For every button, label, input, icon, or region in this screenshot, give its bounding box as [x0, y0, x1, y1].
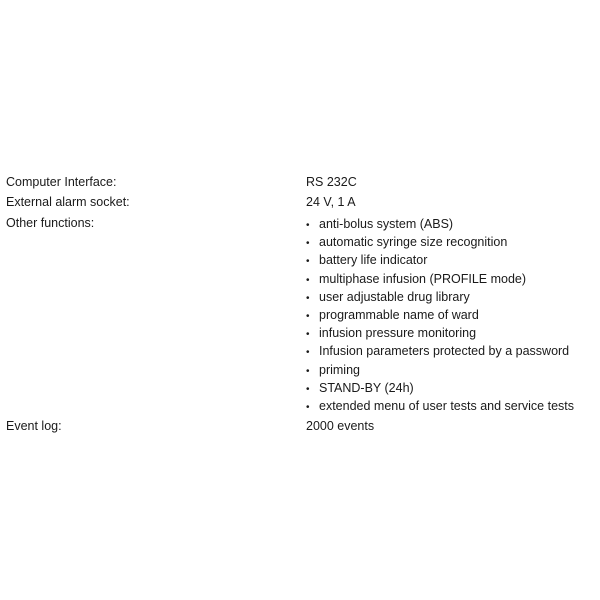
- bullet-icon: •: [306, 329, 310, 341]
- bullet-icon: •: [306, 311, 310, 323]
- list-item: [306, 398, 600, 416]
- list-item-text: STAND-BY (24h): [319, 380, 414, 395]
- list-item-text: multiphase infusion (PROFILE mode): [319, 271, 527, 286]
- list-item-text: anti-bolus system (ABS): [319, 217, 454, 231]
- list-item: [306, 343, 600, 361]
- bullet-icon: •: [306, 274, 310, 286]
- list-item: [306, 307, 600, 325]
- bullet-icon: •: [306, 402, 310, 414]
- feature-list: [306, 214, 600, 416]
- list-item: [306, 216, 600, 234]
- list-item-text: battery life indicator: [319, 253, 428, 268]
- list-item: [306, 234, 600, 252]
- list-item: [306, 325, 600, 343]
- spec-label: Computer Interface:: [6, 175, 117, 189]
- spec-value: 24 V, 1 A: [306, 195, 356, 209]
- list-item-text: user adjustable drug library: [319, 289, 470, 304]
- list-item: [306, 380, 600, 398]
- spec-row-event-log: [6, 416, 600, 436]
- bullet-icon: •: [306, 256, 310, 268]
- list-item-text: priming: [319, 362, 360, 377]
- spec-label: External alarm socket:: [6, 195, 130, 209]
- list-item-text: extended menu of user tests and service tests: [319, 399, 574, 414]
- list-item: [306, 362, 600, 380]
- spec-row-computer-interface: [6, 172, 600, 192]
- list-item-text: Infusion parameters protected by a password: [319, 344, 570, 359]
- spec-value: 2000 events: [306, 419, 375, 434]
- spec-row-other-functions: [6, 214, 600, 416]
- spec-value: RS 232C: [306, 175, 357, 189]
- bullet-icon: •: [306, 220, 310, 231]
- spec-row-external-alarm: [6, 192, 600, 212]
- bullet-icon: •: [306, 383, 310, 395]
- bullet-icon: •: [306, 238, 310, 250]
- list-item: [306, 289, 600, 307]
- bullet-icon: •: [306, 365, 310, 377]
- list-item-text: automatic syringe size recognition: [319, 235, 508, 250]
- spec-value: [306, 214, 600, 416]
- list-item-text: programmable name of ward: [319, 308, 479, 323]
- list-item-text: infusion pressure monitoring: [319, 326, 477, 341]
- bullet-icon: •: [306, 292, 310, 304]
- bullet-icon: •: [306, 347, 310, 359]
- spec-table: [6, 172, 600, 436]
- list-item: [306, 271, 600, 289]
- spec-label: Other functions:: [6, 216, 95, 230]
- spec-label: Event log:: [6, 419, 62, 434]
- list-item: [306, 252, 600, 270]
